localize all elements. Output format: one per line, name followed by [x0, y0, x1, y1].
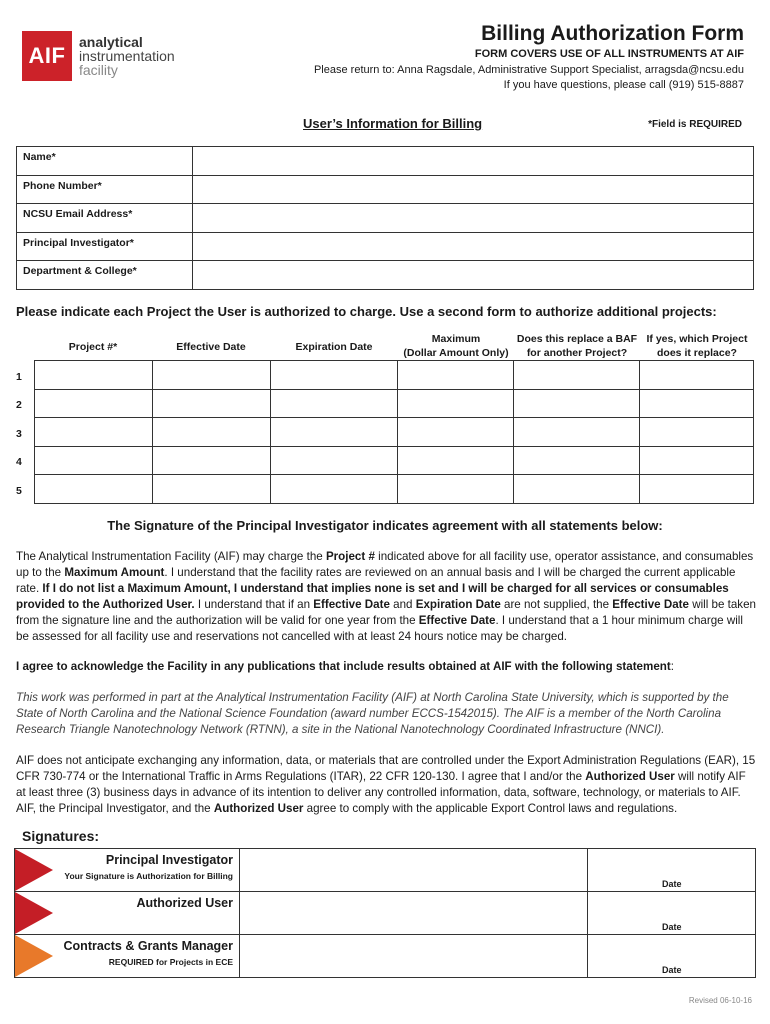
- p1-bold: Expiration Date: [415, 598, 501, 611]
- effective-date-cell[interactable]: [152, 446, 270, 475]
- project-row: [35, 361, 754, 390]
- contracts-date-field[interactable]: [588, 935, 756, 978]
- p1-bold: If I do not list a Maximum Amount, I understand that implies none is set and I will be charged for all services or consumables provided to the Authorized User.: [16, 582, 729, 611]
- expiration-date-cell[interactable]: [270, 446, 398, 475]
- p1-text: are not supplied, the: [500, 598, 613, 611]
- p1-bold: Maximum Amount: [64, 566, 165, 579]
- which-project-header-line1: If yes, which Project: [646, 333, 748, 345]
- maximum-amount-cell[interactable]: [398, 475, 514, 504]
- department-field[interactable]: [193, 261, 754, 290]
- project-number-cell[interactable]: [35, 389, 153, 418]
- expiration-date-cell[interactable]: [270, 361, 398, 390]
- maximum-amount-header-line2: (Dollar Amount Only): [403, 347, 509, 359]
- acknowledgement-paragraph: [16, 659, 756, 675]
- p1-text: and: [389, 598, 416, 611]
- pi-label-cell: [15, 849, 240, 892]
- authorized-user-label-cell: [15, 892, 240, 935]
- p1-text: I understand that if an: [194, 598, 314, 611]
- user-info-heading: User’s Information for Billing: [303, 116, 483, 131]
- aif-logo-text: [79, 35, 175, 77]
- effective-date-cell[interactable]: [152, 418, 270, 447]
- p4-bold: Authorized User: [585, 770, 675, 783]
- which-project-header-line2: does it replace?: [657, 347, 737, 359]
- effective-date-header: Effective Date: [176, 341, 246, 353]
- p1-bold: Effective Date: [313, 598, 390, 611]
- project-row-number: 5: [16, 485, 22, 497]
- revision-date: Revised 06-10-16: [688, 996, 752, 1005]
- p1-bold: Effective Date: [612, 598, 689, 611]
- user-info-table: [16, 146, 754, 290]
- pi-label: Principal Investigator*: [17, 232, 193, 261]
- expiration-date-cell[interactable]: [270, 475, 398, 504]
- project-row: [35, 418, 754, 447]
- form-coverage-note: FORM COVERS USE OF ALL INSTRUMENTS AT AIF: [474, 48, 744, 60]
- phone-label: Phone Number*: [17, 175, 193, 204]
- maximum-amount-header: [398, 332, 514, 360]
- p4-text: agree to comply with the applicable Export Control laws and regulations.: [303, 802, 678, 815]
- logo-line-analytical: analytical: [79, 34, 143, 50]
- user-field-row: [17, 261, 754, 290]
- pi-date-field[interactable]: [588, 849, 756, 892]
- project-row: [35, 446, 754, 475]
- project-row-number: 4: [16, 456, 22, 468]
- logo-line-facility: facility: [79, 62, 118, 78]
- signature-row-authorized-user: [15, 892, 756, 935]
- p2-bold: I agree to acknowledge the Facility in any publications that include results obtained at AIF with the following statement: [16, 660, 671, 673]
- project-number-cell[interactable]: [35, 361, 153, 390]
- project-row: [35, 389, 754, 418]
- questions-note: If you have questions, please call (919) 515-8887: [503, 79, 744, 91]
- billing-terms-paragraph: [16, 549, 756, 645]
- email-label: NCSU Email Address*: [17, 204, 193, 233]
- p1-text: . I understand that a 1 hour minimum charge will be assessed for all facility use and reservations not cancelled with at least 24 hours notice may be charged.: [16, 614, 743, 643]
- effective-date-cell[interactable]: [152, 389, 270, 418]
- replace-baf-header: [514, 332, 640, 360]
- maximum-amount-cell[interactable]: [398, 418, 514, 447]
- p1-text: indicated above for all facility use, operator assistance, and consumables up to the: [16, 550, 754, 579]
- replace-baf-cell[interactable]: [514, 361, 640, 390]
- pi-role-label: Principal Investigator: [105, 853, 233, 867]
- name-label: Name*: [17, 147, 193, 176]
- user-field-row: [17, 175, 754, 204]
- department-label: Department & College*: [17, 261, 193, 290]
- expiration-date-cell[interactable]: [270, 389, 398, 418]
- p1-text: will be taken from the signature line and the authorization will be valid for one year from the: [16, 598, 757, 627]
- project-instruction: Please indicate each Project the User is authorized to charge. Use a second form to authorize additional projects:: [16, 304, 717, 319]
- expiration-date-header: Expiration Date: [295, 341, 373, 353]
- contracts-sub-label: REQUIRED for Projects in ECE: [108, 957, 233, 967]
- replace-baf-cell[interactable]: [514, 389, 640, 418]
- red-arrow-icon: [15, 849, 55, 891]
- pi-date-label: Date: [662, 879, 682, 889]
- phone-field[interactable]: [193, 175, 754, 204]
- authorized-user-signature-field[interactable]: [240, 892, 588, 935]
- expiration-date-cell[interactable]: [270, 418, 398, 447]
- authorized-user-date-label: Date: [662, 922, 682, 932]
- aif-logo-mark: AIF: [22, 31, 72, 81]
- acknowledgement-statement: This work was performed in part at the Analytical Instrumentation Facility (AIF) at North Carolina State University, which is supported by the State of North Carolina and the National Science Foundation (award number ECCS-1542015). The AIF is a member of the North Carolina Research Triangle Nanotechnology Network (RTNN), a site in the National Nanotechnology Coordinated Infrastructure (NNCI).: [16, 691, 729, 736]
- p4-text: will notify AIF at least three (3) business days in advance of its intention to deliver any controlled information, data, software, technology, or materials to AIF. AIF, the Principal Investigator, and the: [16, 770, 746, 815]
- p1-text: . I understand that the facility rates are reviewed on an annual basis and I will be charged the current applicable rate.: [16, 566, 736, 595]
- logo-line-instrumentation: instrumentation: [79, 48, 175, 64]
- project-number-cell[interactable]: [35, 446, 153, 475]
- maximum-amount-cell[interactable]: [398, 361, 514, 390]
- project-row-number: 1: [16, 371, 22, 383]
- project-row: [35, 475, 754, 504]
- maximum-amount-cell[interactable]: [398, 389, 514, 418]
- signature-table: [14, 848, 756, 978]
- p1-bold: Effective Date: [418, 614, 496, 627]
- which-project-cell[interactable]: [640, 475, 754, 504]
- orange-arrow-icon: [15, 935, 55, 977]
- signature-row-contracts: [15, 935, 756, 978]
- replace-baf-cell[interactable]: [514, 418, 640, 447]
- signatures-heading: Signatures:: [22, 828, 100, 844]
- replace-baf-header-line2: for another Project?: [526, 347, 628, 359]
- form-title: Billing Authorization Form: [481, 22, 744, 45]
- agreement-heading: The Signature of the Principal Investigator indicates agreement with all statements below:: [107, 518, 663, 533]
- contracts-date-label: Date: [662, 965, 682, 975]
- p1-bold: Project #: [325, 550, 375, 563]
- required-field-note: *Field is REQUIRED: [648, 119, 742, 130]
- contracts-signature-field[interactable]: [240, 935, 588, 978]
- which-project-cell[interactable]: [640, 418, 754, 447]
- user-field-row: [17, 147, 754, 176]
- p4-bold: Authorized User: [213, 802, 304, 815]
- pi-field[interactable]: [193, 232, 754, 261]
- authorized-user-role-label: Authorized User: [136, 896, 233, 910]
- which-project-cell[interactable]: [640, 389, 754, 418]
- project-number-header: Project #*: [68, 341, 118, 353]
- name-field[interactable]: [193, 147, 754, 176]
- user-field-row: [17, 204, 754, 233]
- pi-signature-field[interactable]: [240, 849, 588, 892]
- p4-text: AIF does not anticipate exchanging any information, data, or materials that are controlled under the Export Administration Regulations (EAR), 15 CFR 730-774 or the International Traffic in Arms Regulations (ITAR), 22 CFR 120-130. I agree that I and/or the: [16, 754, 756, 783]
- effective-date-cell[interactable]: [152, 361, 270, 390]
- project-table: [34, 360, 754, 504]
- pi-sub-label: Your Signature is Authorization for Billing: [64, 871, 233, 881]
- signature-row-pi: [15, 849, 756, 892]
- project-row-number: 3: [16, 428, 22, 440]
- project-number-cell[interactable]: [35, 418, 153, 447]
- project-row-number: 2: [16, 399, 22, 411]
- replace-baf-header-line1: Does this replace a BAF: [516, 333, 638, 345]
- which-project-cell[interactable]: [640, 361, 754, 390]
- which-project-cell[interactable]: [640, 446, 754, 475]
- replace-baf-cell[interactable]: [514, 475, 640, 504]
- p1-text: The Analytical Instrumentation Facility (AIF) may charge the: [16, 550, 326, 563]
- replace-baf-cell[interactable]: [514, 446, 640, 475]
- contracts-label-cell: [15, 935, 240, 978]
- maximum-amount-header-line1: Maximum: [431, 333, 481, 345]
- p2-text: :: [670, 660, 674, 673]
- maximum-amount-cell[interactable]: [398, 446, 514, 475]
- authorized-user-date-field[interactable]: [588, 892, 756, 935]
- project-number-cell[interactable]: [35, 475, 153, 504]
- contracts-role-label: Contracts & Grants Manager: [63, 939, 233, 953]
- red-arrow-icon: [15, 892, 55, 934]
- return-to-note: Please return to: Anna Ragsdale, Administrative Support Specialist, arragsda@ncsu.edu: [313, 64, 744, 76]
- which-project-header: [640, 332, 754, 360]
- email-field[interactable]: [193, 204, 754, 233]
- export-control-paragraph: [16, 753, 756, 817]
- effective-date-cell[interactable]: [152, 475, 270, 504]
- user-field-row: [17, 232, 754, 261]
